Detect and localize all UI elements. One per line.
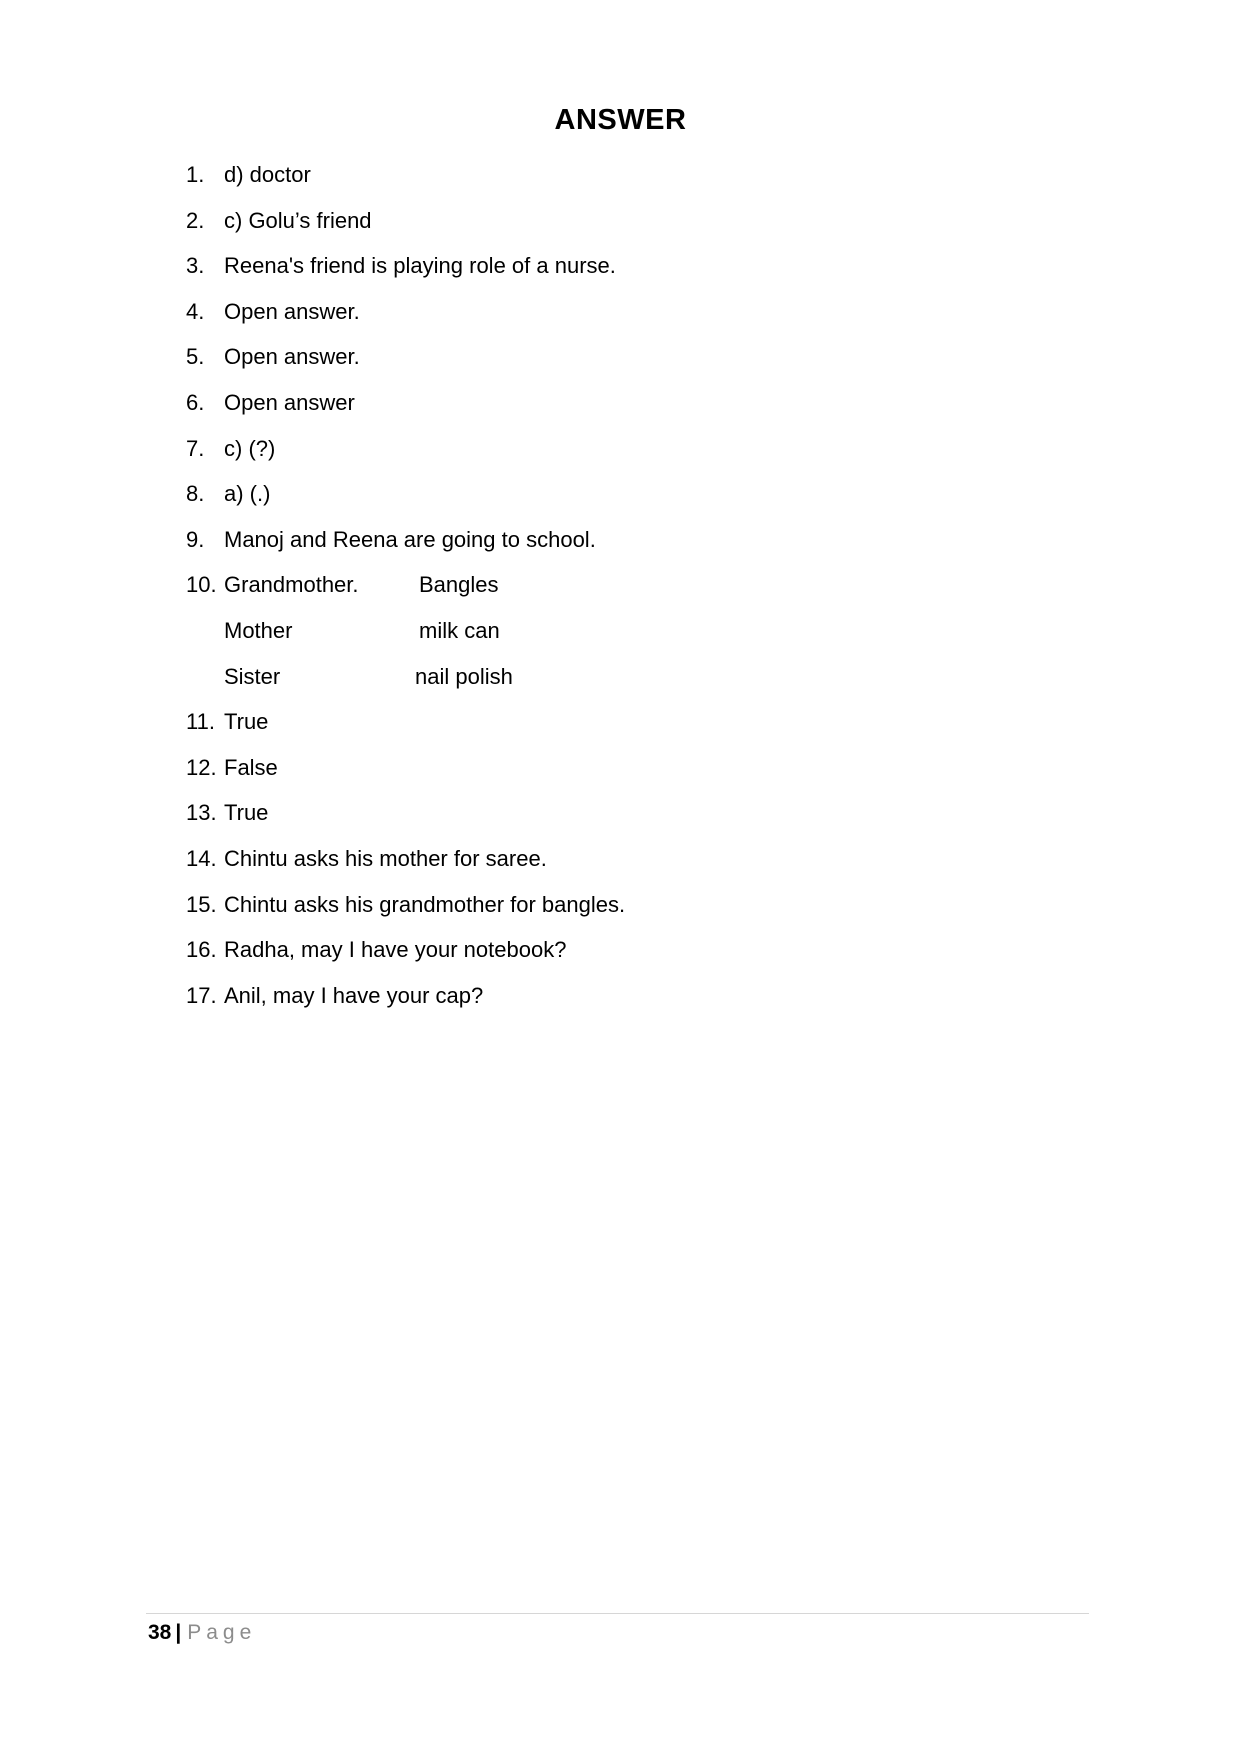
answer-item-17 — [186, 981, 1086, 1027]
item-text: Reena's friend is playing role of a nurse. — [224, 253, 616, 279]
page-footer — [148, 1618, 256, 1648]
item-text: a) (.) — [224, 481, 271, 507]
item-number: 8. — [186, 481, 205, 507]
item-text: Manoj and Reena are going to school. — [224, 526, 596, 552]
item-number: 10. — [186, 572, 217, 598]
item-number: 2. — [186, 207, 205, 233]
match-right: Bangles — [419, 572, 499, 598]
item-text: Radha, may I have your notebook? — [224, 937, 567, 963]
footer-divider — [146, 1613, 1089, 1614]
page-label: Page — [187, 1621, 257, 1644]
item-number: 15. — [186, 891, 217, 917]
item-text: c) (?) — [224, 435, 276, 461]
match-left: Mother — [224, 617, 293, 643]
item-text: d) doctor — [224, 162, 311, 187]
answer-item-10-row-2 — [186, 616, 1086, 662]
item-number: 5. — [186, 344, 205, 370]
answer-item-4 — [186, 297, 1086, 343]
answer-item-10 — [186, 570, 1086, 616]
answer-list — [186, 160, 1086, 1026]
item-number: 11. — [186, 709, 215, 735]
answer-item-3 — [186, 251, 1086, 297]
item-number: 9. — [186, 526, 205, 552]
item-text: True — [224, 709, 269, 735]
answer-item-14 — [186, 844, 1086, 890]
item-number: 13. — [186, 800, 217, 826]
answer-item-13 — [186, 798, 1086, 844]
item-text: Open answer. — [224, 298, 360, 324]
item-number: 12. — [186, 754, 217, 780]
item-text: c) Golu’s friend — [224, 207, 372, 233]
item-number: 16. — [186, 937, 217, 963]
match-right: milk can — [419, 617, 500, 643]
item-text: True — [224, 800, 269, 826]
answer-item-2 — [186, 206, 1086, 252]
item-number: 14. — [186, 845, 217, 871]
answer-item-10-row-3 — [186, 662, 1086, 708]
page-number: 38 — [148, 1621, 172, 1644]
answer-item-7 — [186, 434, 1086, 480]
item-text: Anil, may I have your cap? — [224, 982, 484, 1008]
answer-item-16 — [186, 935, 1086, 981]
item-number: 7. — [186, 435, 205, 461]
answer-item-12 — [186, 753, 1086, 799]
item-text: False — [224, 754, 278, 780]
item-text: Chintu asks his mother for saree. — [224, 845, 547, 871]
answer-item-6 — [186, 388, 1086, 434]
item-text: Open answer. — [224, 344, 360, 370]
answer-item-11 — [186, 707, 1086, 753]
match-left: Grandmother. — [224, 572, 359, 598]
item-number: 1. — [186, 162, 205, 187]
answer-item-8 — [186, 479, 1086, 525]
answer-item-1 — [186, 160, 1086, 206]
item-number: 6. — [186, 389, 205, 415]
item-text: Chintu asks his grandmother for bangles. — [224, 891, 626, 917]
item-number: 4. — [186, 298, 205, 324]
item-number: 17. — [186, 982, 217, 1008]
match-right: nail polish — [415, 663, 513, 689]
item-text: Open answer — [224, 389, 355, 415]
page-title: ANSWER — [554, 104, 687, 136]
footer-separator: | — [175, 1621, 182, 1644]
item-number: 3. — [186, 253, 205, 279]
answer-item-15 — [186, 890, 1086, 936]
answer-item-5 — [186, 342, 1086, 388]
answer-item-9 — [186, 525, 1086, 571]
match-left: Sister — [224, 663, 281, 689]
